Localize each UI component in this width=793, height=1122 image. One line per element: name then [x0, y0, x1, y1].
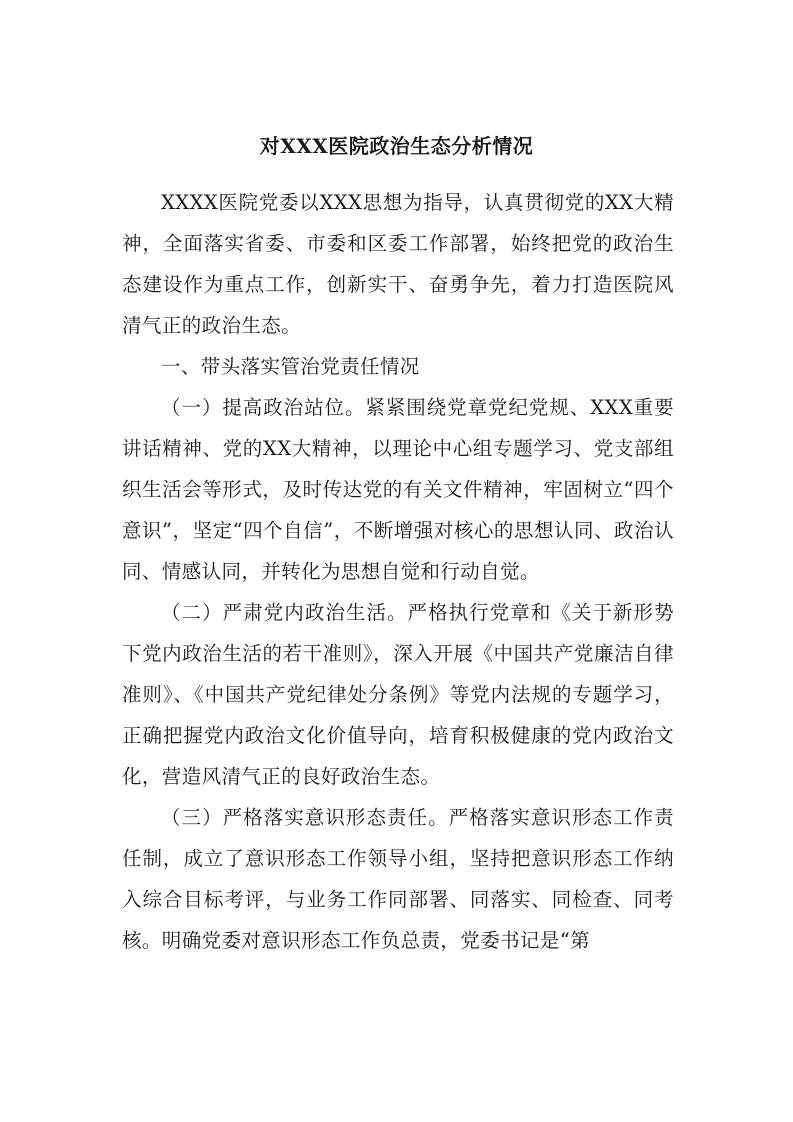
document-body [122, 182, 674, 961]
paragraph-political-standing: （一）提高政治站位。紧紧围绕党章党纪党规、XXX重要讲话精神、党的XX大精神，以理论中心组专题学习、党支部组织生活会等形式，及时传达党的有关文件精神，牢固树立“四个意识”，坚定“四个自信”，不断增强对核心的思想认同、政治认同、情感认同，并转化为思想自觉和行动自觉。 [122, 396, 674, 583]
paragraph-ideology-responsibility: （三）严格落实意识形态责任。严格落实意识形态工作责任制，成立了意识形态工作领导小组，坚持把意识形态工作纳入综合目标考评，与业务工作同部署、同落实、同检查、同考核。明确党委对意识形态工作负总责，党委书记是“第 [122, 806, 674, 952]
section-heading: 一、带头落实管治党责任情况 [161, 355, 420, 378]
paragraph-party-political-life: （二）严肃党内政治生活。严格执行党章和《关于新形势下党内政治生活的若干准则》，深入开展《中国共产党廉洁自律准则》、《中国共产党纪律处分条例》等党内法规的专题学习，正确把握党内政治文化价值导向，培育积极健康的党内政治文化，营造风清气正的良好政治生态。 [122, 601, 674, 788]
document-title: 对XXX医院政治生态分析情况 [259, 134, 534, 158]
intro-paragraph: XXXX医院党委以XXX思想为指导，认真贯彻党的XX大精神，全面落实省委、市委和区委工作部署，始终把党的政治生态建设作为重点工作，创新实干、奋勇争先，着力打造医院风清气正的政治生态。 [122, 191, 674, 337]
